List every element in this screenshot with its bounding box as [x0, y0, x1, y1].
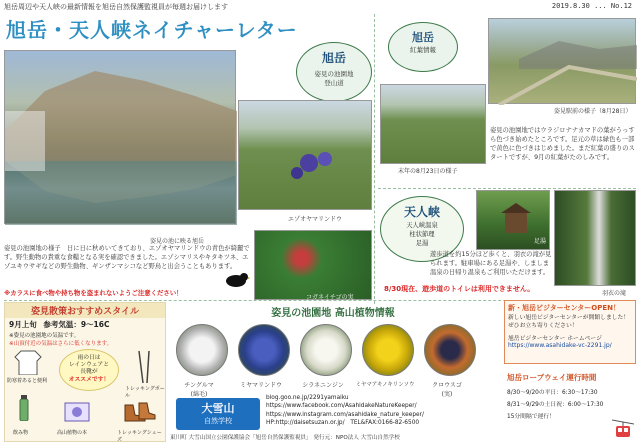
- photo-berry: [254, 230, 372, 300]
- ropeway-title: 旭岳ロープウェイ運行時間: [507, 373, 597, 382]
- photo-sugatami-station: [488, 18, 636, 104]
- plant-name-1-text: チングルマ: [184, 382, 214, 389]
- bubble-line2: レインウェアと: [68, 362, 110, 369]
- plant-photo-5: [424, 324, 476, 376]
- ropeway-line3: 15分間隔で運行！: [507, 414, 555, 420]
- photo-gentian: [238, 100, 372, 210]
- caption-waterfall: 羽衣の滝: [602, 290, 627, 297]
- plant-name-1-sub: (綿毛): [190, 391, 208, 398]
- plant-name-4: ミヤマアキノキリンソウ: [355, 382, 415, 388]
- toilet-notice: 8/30現在、遊歩道のトイレは利用できません。: [384, 285, 535, 293]
- header-tagline-row: [4, 2, 636, 12]
- bubble-line3: 長靴が: [80, 369, 98, 376]
- ropeway-line2: 8/31〜9/29の土日祝：6:00〜17:30: [507, 402, 604, 408]
- school-logo: [176, 398, 260, 430]
- vc-link-label: 旭岳ビジターセンター ホームページ: [508, 335, 602, 342]
- book-label: 高山植物の本: [57, 430, 88, 436]
- blog-link[interactable]: blog.goo.ne.jp/2291yamaiku: [266, 395, 349, 401]
- issue-date: 2019.8.30 ... No.12: [551, 2, 632, 10]
- badge-tenninkyo-title: 天人峡: [403, 205, 440, 219]
- mountain-illustration: [5, 51, 237, 225]
- asahidake-body: 姿見の池園地の様子 日に日に秋めいてきており、エゾオヤマリンドウの青色が綺麗です。野生動物の貴重な食糧となる実を確認できました。エゾシマリスやキタキツネ、エゾユキウサギなどの野生動物、ギンザンマシコなど野鳥と出会うこともあります。: [4, 245, 250, 271]
- style-note1: ※姿見の池園地の気温です。: [9, 333, 80, 339]
- style-month: 9月上旬: [9, 320, 37, 329]
- plant-photo-3: [300, 324, 352, 376]
- caption-lake: 姿見の池に映る旭岳: [150, 238, 205, 245]
- plants-title: 姿見の池園地 高山植物情報: [271, 308, 395, 319]
- badge-asahidake: [296, 42, 372, 102]
- plant-name-5-text: クロウスゴ: [432, 382, 462, 389]
- jacket-label: 防寒着あると便利: [7, 378, 48, 384]
- vc-url[interactable]: https://www.asahidake-vc-2291.jp/: [508, 341, 612, 349]
- plant-name-2: ミヤマリンドウ: [239, 382, 282, 389]
- bubble-line4: オススメです！: [68, 376, 110, 383]
- badge-asahidake-sub2: 登山道: [324, 79, 344, 87]
- instagram-link[interactable]: https://www.instagram.com/asahidake_nature_keeper/: [266, 411, 424, 418]
- plant-photo-4: [362, 324, 414, 376]
- badge-tenninkyo-sub1: 天人峡温泉: [406, 222, 438, 229]
- page-title: 旭岳・天人峡ネイチャーレター: [6, 18, 298, 42]
- boots-label: トレッキングシューズ: [117, 430, 162, 443]
- ropeway-panel: [504, 370, 636, 440]
- bottle-icon: [17, 395, 31, 421]
- badge-asahidake-title: 旭岳: [321, 51, 346, 65]
- style-panel: [4, 302, 166, 442]
- trekking-pole-icon: [133, 349, 157, 385]
- badge-tenninkyo-sub3: 足湯: [415, 240, 429, 247]
- kouyou-body: 姿見の池園地ではウラジロナナカマドの葉がうっすら色づき始めたところです。足元の草は緑色も一部で黄色に色づきはじめました。まだ紅葉の盛りのスタートですが、9月の紅葉がたのしみです。: [490, 127, 635, 162]
- badge-tenninkyo-sub2: 柱状節理: [409, 231, 435, 238]
- visitor-center-panel: [504, 300, 636, 364]
- plant-name-3: シラネニンジン: [302, 382, 344, 389]
- style-temp-row: [5, 318, 165, 331]
- gentian-illustration: [239, 101, 373, 211]
- crow-icon: [222, 270, 250, 288]
- photo-asahidake-lake: [4, 50, 236, 224]
- caption-lastyear: 末年の8月23日の様子: [398, 168, 458, 175]
- caption-station: 姿見駅前の様子（8月28日）: [554, 108, 632, 115]
- badge-kouyou: [388, 22, 458, 72]
- badge-kouyou-sub: 紅葉情報: [410, 46, 436, 54]
- caption-berry: コガネイチゴの実: [306, 294, 354, 301]
- vc-title: 新・旭岳ビジターセンターOPEN！: [508, 304, 621, 312]
- tenninkyo-body: 遊歩道を約15分ほど歩くと、羽衣の滝が見られます。駐車場にある足湯や、しましま温泉の日帰り温泉もご利用いただけます。: [430, 251, 552, 277]
- jacket-icon: [13, 347, 43, 375]
- badge-kouyou-title: 旭岳: [412, 31, 434, 44]
- caption-gentian: エゾオヤマリンドウ: [288, 216, 343, 223]
- style-title: 姿見散策おすすめスタイル: [5, 303, 165, 318]
- caption-footbath: 足湯: [534, 238, 547, 245]
- vc-body: 新しい旭岳ビジターセンターが開館しました！ぜひお立ち寄りください！: [508, 315, 630, 329]
- plants-panel: [170, 302, 496, 388]
- bubble-line1: 雨の日は: [77, 355, 101, 361]
- plant-name-1: [168, 380, 230, 398]
- header-tagline: 旭岳周辺や天人峡の最新情報を旭岳自然保護監視員が毎週お届けします: [4, 3, 228, 11]
- ropeway-gondola-icon: [612, 418, 634, 438]
- style-temp: 参考気温：9〜16C: [43, 320, 110, 329]
- photo-lastyear: [380, 84, 486, 164]
- rain-tip-bubble: [59, 349, 119, 391]
- ropeway-line1: 8/30〜9/20の平日：6:30〜17:30: [507, 390, 598, 396]
- bottle-label: 飲み物: [13, 430, 29, 436]
- section-divider: [378, 188, 636, 189]
- facebook-link[interactable]: https://www.facebook.com/AsahidakeNatureKeeper/: [266, 403, 417, 410]
- column-divider: [374, 14, 375, 304]
- book-icon: [63, 401, 91, 423]
- logo-text: 大雪山: [201, 402, 235, 415]
- logo-sub: 自然学校: [204, 417, 232, 425]
- plant-photo-2: [238, 324, 290, 376]
- footer-links: [266, 394, 500, 428]
- photo-waterfall: [554, 190, 636, 286]
- crow-warning: ※カラスに食べ物や持ち物を盗まれないようご注意ください！: [4, 289, 183, 297]
- plant-photo-1: [176, 324, 228, 376]
- publisher-line: 東川町 大雪山国立公園保護協会「旭岳自然保護監視員」 発行元：NPO法人 大雪山自然学校: [170, 435, 400, 441]
- plant-name-5-sub: (実): [441, 391, 453, 398]
- badge-asahidake-sub1: 姿見の池園地: [314, 70, 354, 78]
- hp-link[interactable]: HP:http://daisetsuzan.or.jp/ TEL&FAX:0166-82-6500: [266, 420, 420, 427]
- boots-icon: [123, 401, 157, 423]
- pole-label: トレッキングポール: [125, 386, 165, 399]
- style-note2: ※山頂付近の気温はさらに低くなります。: [9, 341, 113, 347]
